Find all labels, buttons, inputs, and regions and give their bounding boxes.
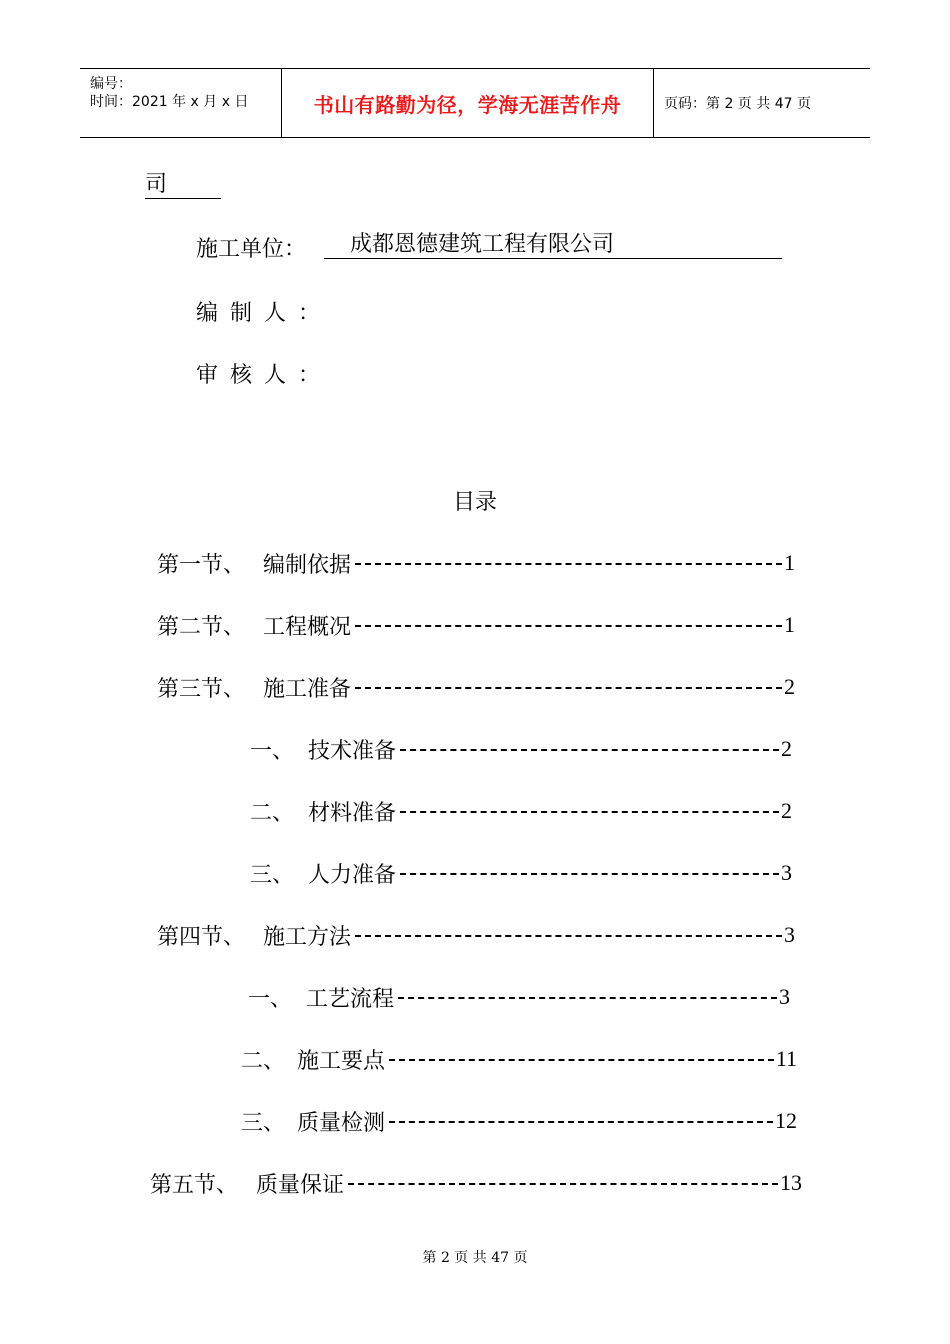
toc-entry[interactable] [157, 548, 795, 578]
header-meta-cell [80, 69, 282, 137]
toc-entry[interactable] [241, 1106, 797, 1136]
toc-title: 目录 [452, 490, 497, 515]
builder-value: 成都恩德建筑工程有限公司 [350, 232, 615, 257]
toc-entry-title: 工艺流程 [306, 986, 395, 1012]
header-page-cell [654, 69, 870, 137]
toc-leader [355, 687, 782, 689]
toc-entry-number: 三、 [241, 1110, 286, 1136]
toc-entry-number: 二、 [250, 800, 295, 826]
toc-entry-title: 编制依据 [263, 552, 352, 578]
toc-entry-title: 技术准备 [308, 738, 397, 764]
toc-entry-number: 第三节、 [157, 676, 246, 702]
toc-entry-page: 12 [775, 1108, 797, 1133]
toc-entry-page: 2 [781, 798, 792, 823]
toc-entry-page: 3 [781, 860, 792, 885]
page-info: 页码：第 2 页 共 47 页 [664, 96, 811, 112]
header-motto-cell [282, 69, 654, 137]
page-header [80, 68, 870, 138]
toc-leader [400, 749, 779, 751]
toc-leader [355, 935, 782, 937]
page-footer: 第 2 页 共 47 页 [422, 1250, 528, 1266]
toc-entry-title: 人力准备 [308, 862, 397, 888]
number-label: 编号： [90, 76, 132, 92]
toc-leader [355, 625, 782, 627]
trailing-company-char: 司 [145, 172, 221, 199]
toc-entry[interactable] [248, 982, 790, 1012]
reviewer-label: 审核人： [196, 363, 333, 388]
time-label: 时间：2021 年 x 月 x 日 [90, 94, 249, 110]
toc-entry[interactable] [157, 920, 795, 950]
toc-leader [400, 873, 779, 875]
toc-entry-number: 一、 [250, 738, 295, 764]
toc-leader [398, 997, 777, 999]
toc-entry-title: 质量保证 [256, 1172, 345, 1198]
builder-value-line [324, 232, 782, 259]
compiler-label: 编制人： [196, 301, 333, 326]
toc-leader [348, 1183, 778, 1185]
motto-text: 书山有路勤为径，学海无涯苦作舟 [313, 92, 622, 117]
toc-entry-page: 1 [784, 612, 795, 637]
toc-entry[interactable] [250, 796, 792, 826]
toc-entry-page: 2 [781, 736, 792, 761]
toc-entry-number: 第二节、 [157, 614, 246, 640]
toc-entry-title: 施工准备 [263, 676, 352, 702]
toc-entry[interactable] [250, 858, 792, 888]
toc-entry-number: 一、 [248, 986, 293, 1012]
toc-entry-title: 施工要点 [297, 1048, 386, 1074]
toc-entry-page: 11 [775, 1046, 797, 1071]
toc-entry-number: 二、 [241, 1048, 286, 1074]
toc-entry[interactable] [241, 1044, 797, 1074]
toc-entry-page: 1 [784, 550, 795, 575]
toc-leader [389, 1059, 774, 1061]
toc-entry-title: 施工方法 [263, 924, 352, 950]
toc-entry-number: 第五节、 [150, 1172, 239, 1198]
toc-leader [389, 1121, 773, 1123]
toc-entry[interactable] [157, 610, 795, 640]
toc-entry-number: 三、 [250, 862, 295, 888]
builder-label: 施工单位： [196, 237, 307, 262]
toc-leader [400, 811, 779, 813]
toc-entry[interactable] [150, 1168, 802, 1198]
toc-entry[interactable] [157, 672, 795, 702]
toc-entry-number: 第一节、 [157, 552, 246, 578]
toc-entry-title: 材料准备 [308, 800, 397, 826]
toc-entry[interactable] [250, 734, 792, 764]
toc-entry-page: 13 [780, 1170, 802, 1195]
toc-entry-page: 2 [784, 674, 795, 699]
toc-entry-page: 3 [779, 984, 790, 1009]
toc-entry-page: 3 [784, 922, 795, 947]
toc-entry-title: 质量检测 [297, 1110, 386, 1136]
toc-entry-title: 工程概况 [263, 614, 352, 640]
toc-leader [355, 563, 782, 565]
toc-entry-number: 第四节、 [157, 924, 246, 950]
